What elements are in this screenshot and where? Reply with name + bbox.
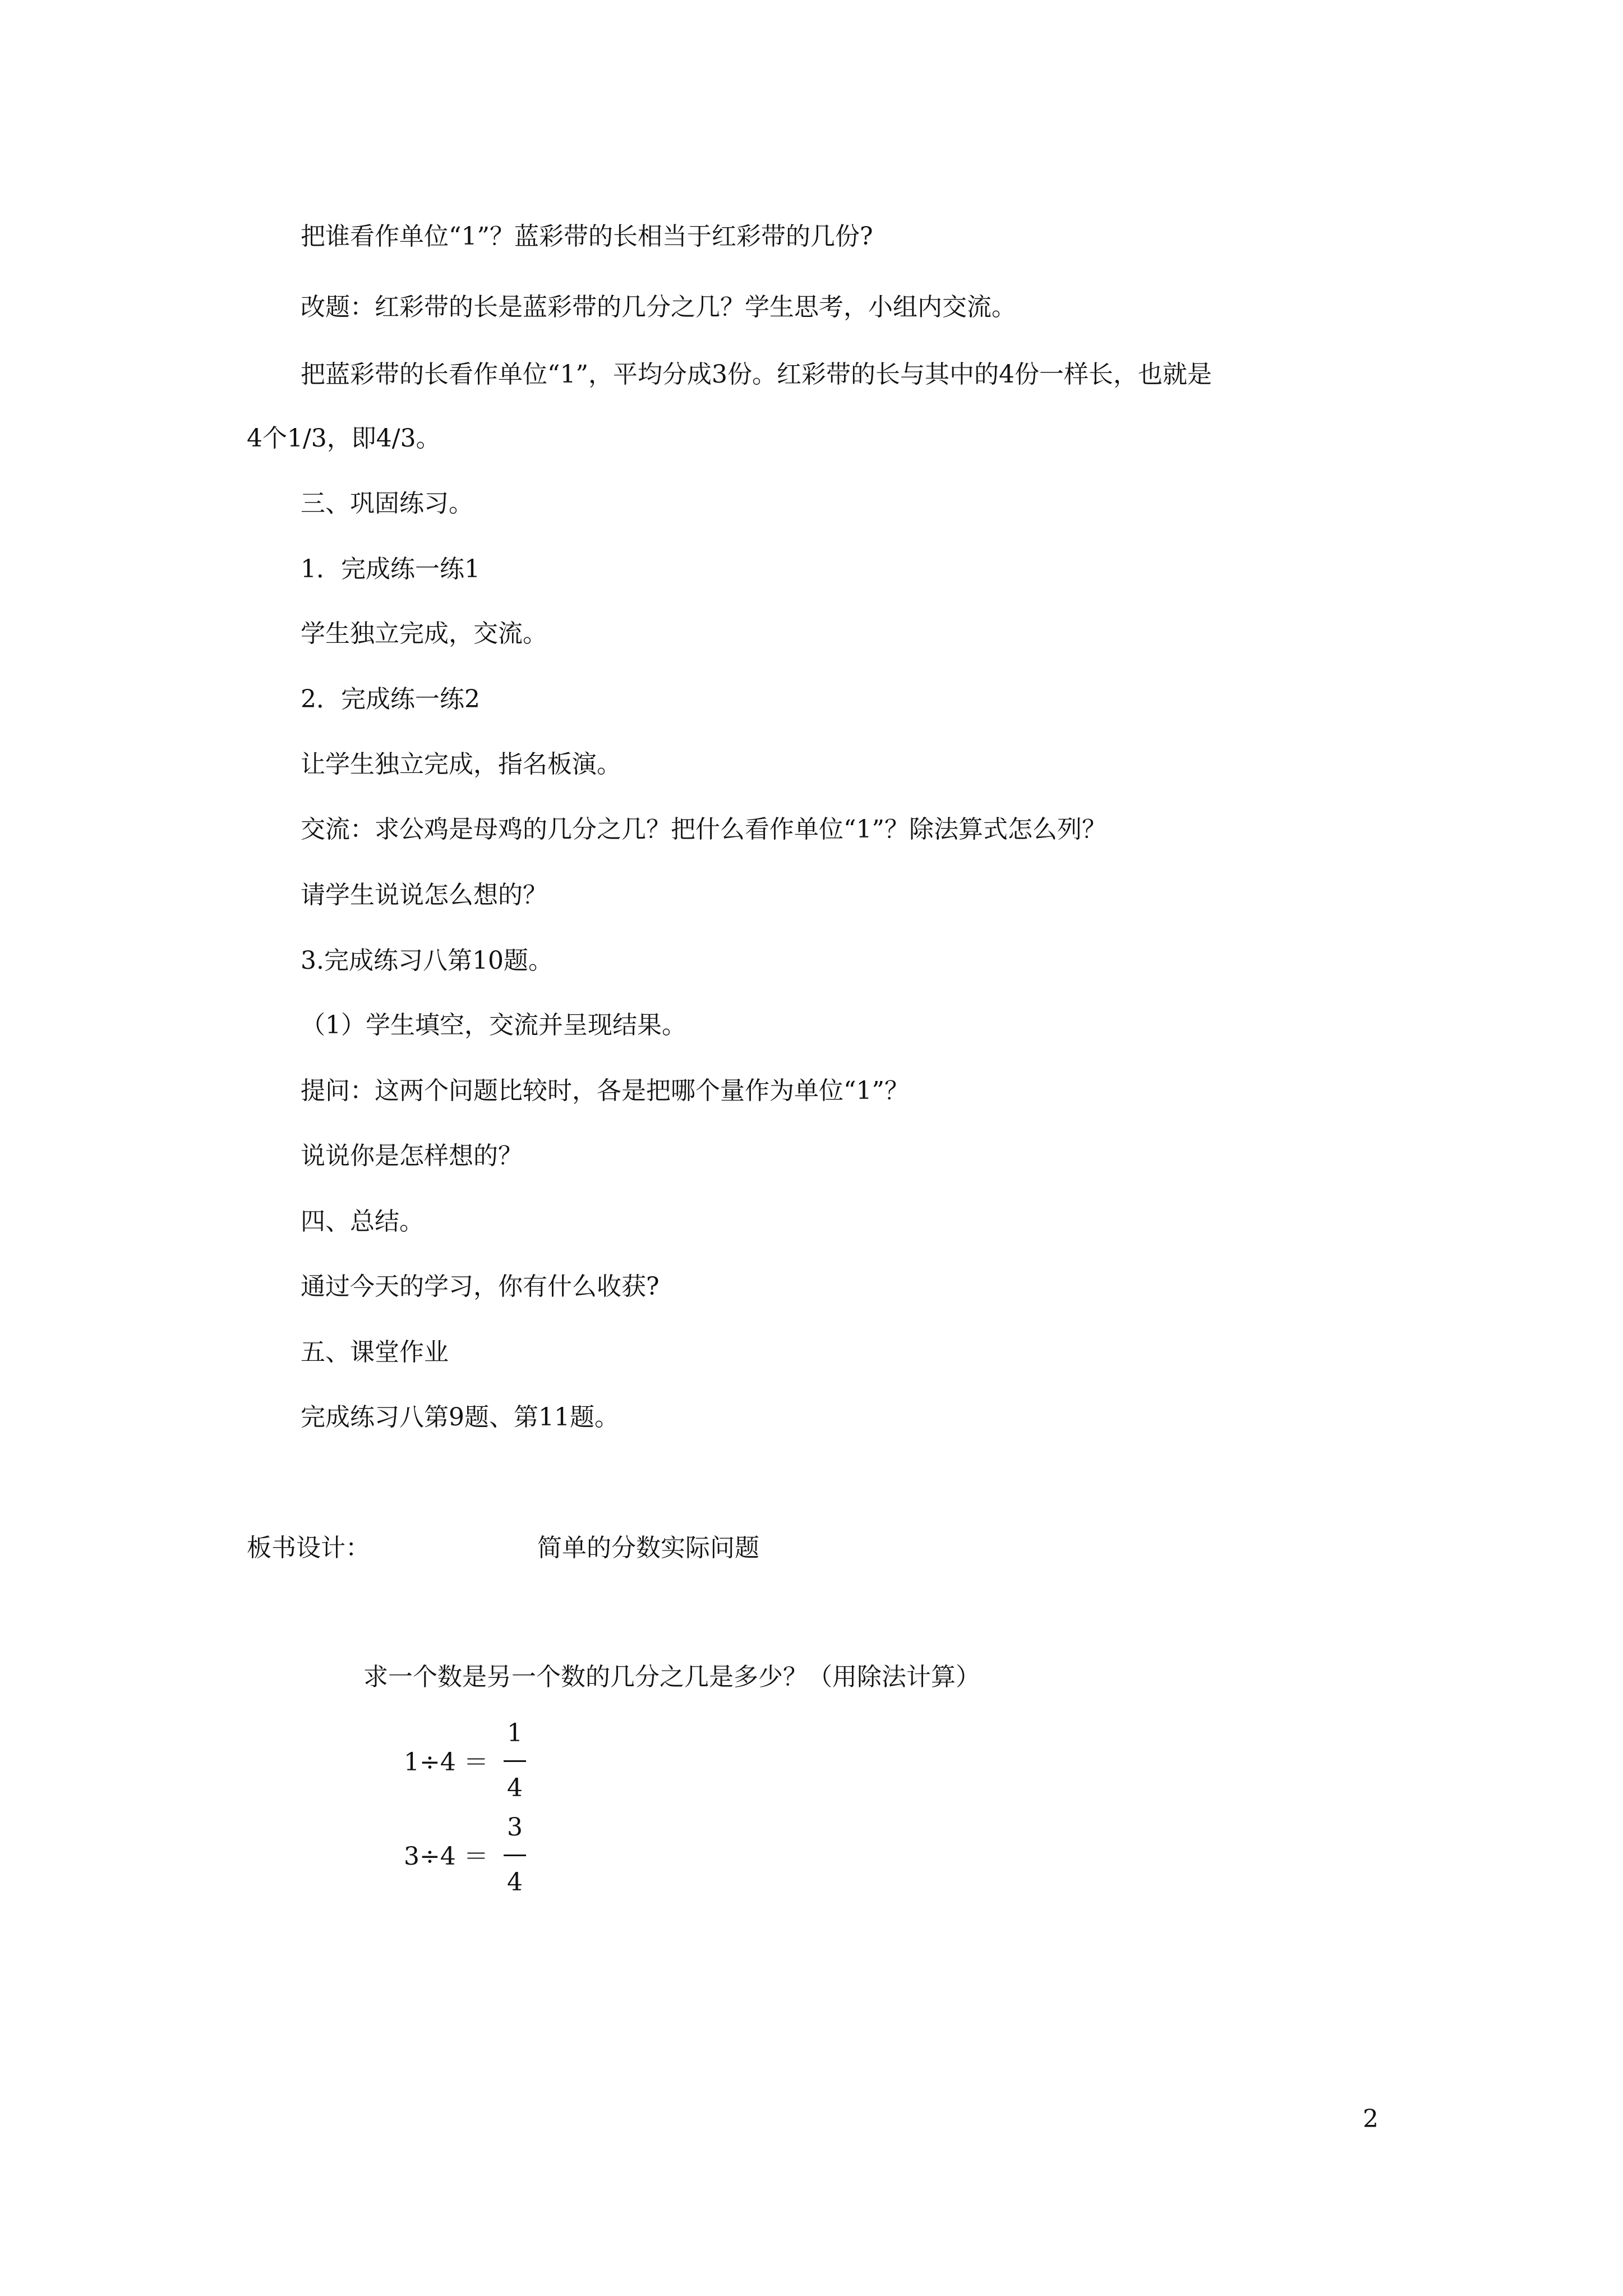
fraction-numerator: 3 — [507, 1813, 523, 1842]
board-design-subtitle: 求一个数是另一个数的几分之几是多少？（用除法计算） — [363, 1663, 980, 1691]
paragraph-homework: 完成练习八第9题、第11题。 — [301, 1403, 619, 1432]
list-item-exercise-2: 2．完成练一练2 — [301, 685, 480, 714]
board-design-label: 板书设计： — [247, 1534, 370, 1562]
equation-lhs: 1÷4 ＝ — [404, 1748, 488, 1777]
paragraph-explanation-continued: 4个1/3，即4/3。 — [247, 424, 441, 453]
fraction-bar — [504, 1760, 526, 1762]
paragraph-summary-question: 通过今天的学习，你有什么收获? — [301, 1272, 660, 1301]
paragraph-board-demo: 让学生独立完成，指名板演。 — [301, 750, 621, 779]
section-heading-homework: 五、课堂作业 — [301, 1338, 449, 1366]
equation-lhs: 3÷4 ＝ — [404, 1842, 488, 1871]
fraction-denominator: 4 — [507, 1774, 523, 1802]
section-heading-practice: 三、巩固练习。 — [301, 489, 473, 518]
section-heading-summary: 四、总结。 — [301, 1207, 424, 1236]
paragraph-question-prompt: 提问：这两个问题比较时，各是把哪个量作为单位“1”？ — [301, 1076, 909, 1105]
page-number: 2 — [1363, 2105, 1378, 2133]
board-design-title: 简单的分数实际问题 — [537, 1534, 759, 1562]
paragraph-rephrase-question: 改题：红彩带的长是蓝彩带的几分之几？学生思考，小组内交流。 — [301, 293, 1016, 321]
fraction-denominator: 4 — [507, 1868, 523, 1897]
paragraph-unit-question: 把谁看作单位“1”？蓝彩带的长相当于红彩带的几份? — [301, 222, 873, 251]
list-item-exercise-1: 1．完成练一练1 — [301, 555, 480, 583]
fraction-bar — [504, 1855, 526, 1856]
paragraph-fill-blanks: （1）学生填空，交流并呈现结果。 — [301, 1011, 686, 1039]
paragraph-explanation: 把蓝彩带的长看作单位“1”，平均分成3份。红彩带的长与其中的4份一样长，也就是 — [301, 360, 1212, 389]
fraction-numerator: 1 — [507, 1719, 523, 1747]
paragraph-explain-thinking: 说说你是怎样想的？ — [301, 1142, 523, 1170]
paragraph-discussion: 交流：求公鸡是母鸡的几分之几？把什么看作单位“1”？除法算式怎么列？ — [301, 815, 1106, 844]
paragraph-student-thinking: 请学生说说怎么想的？ — [301, 881, 547, 909]
paragraph-independent-work: 学生独立完成，交流。 — [301, 619, 547, 648]
list-item-exercise-3: 3.完成练习八第10题。 — [301, 946, 553, 975]
